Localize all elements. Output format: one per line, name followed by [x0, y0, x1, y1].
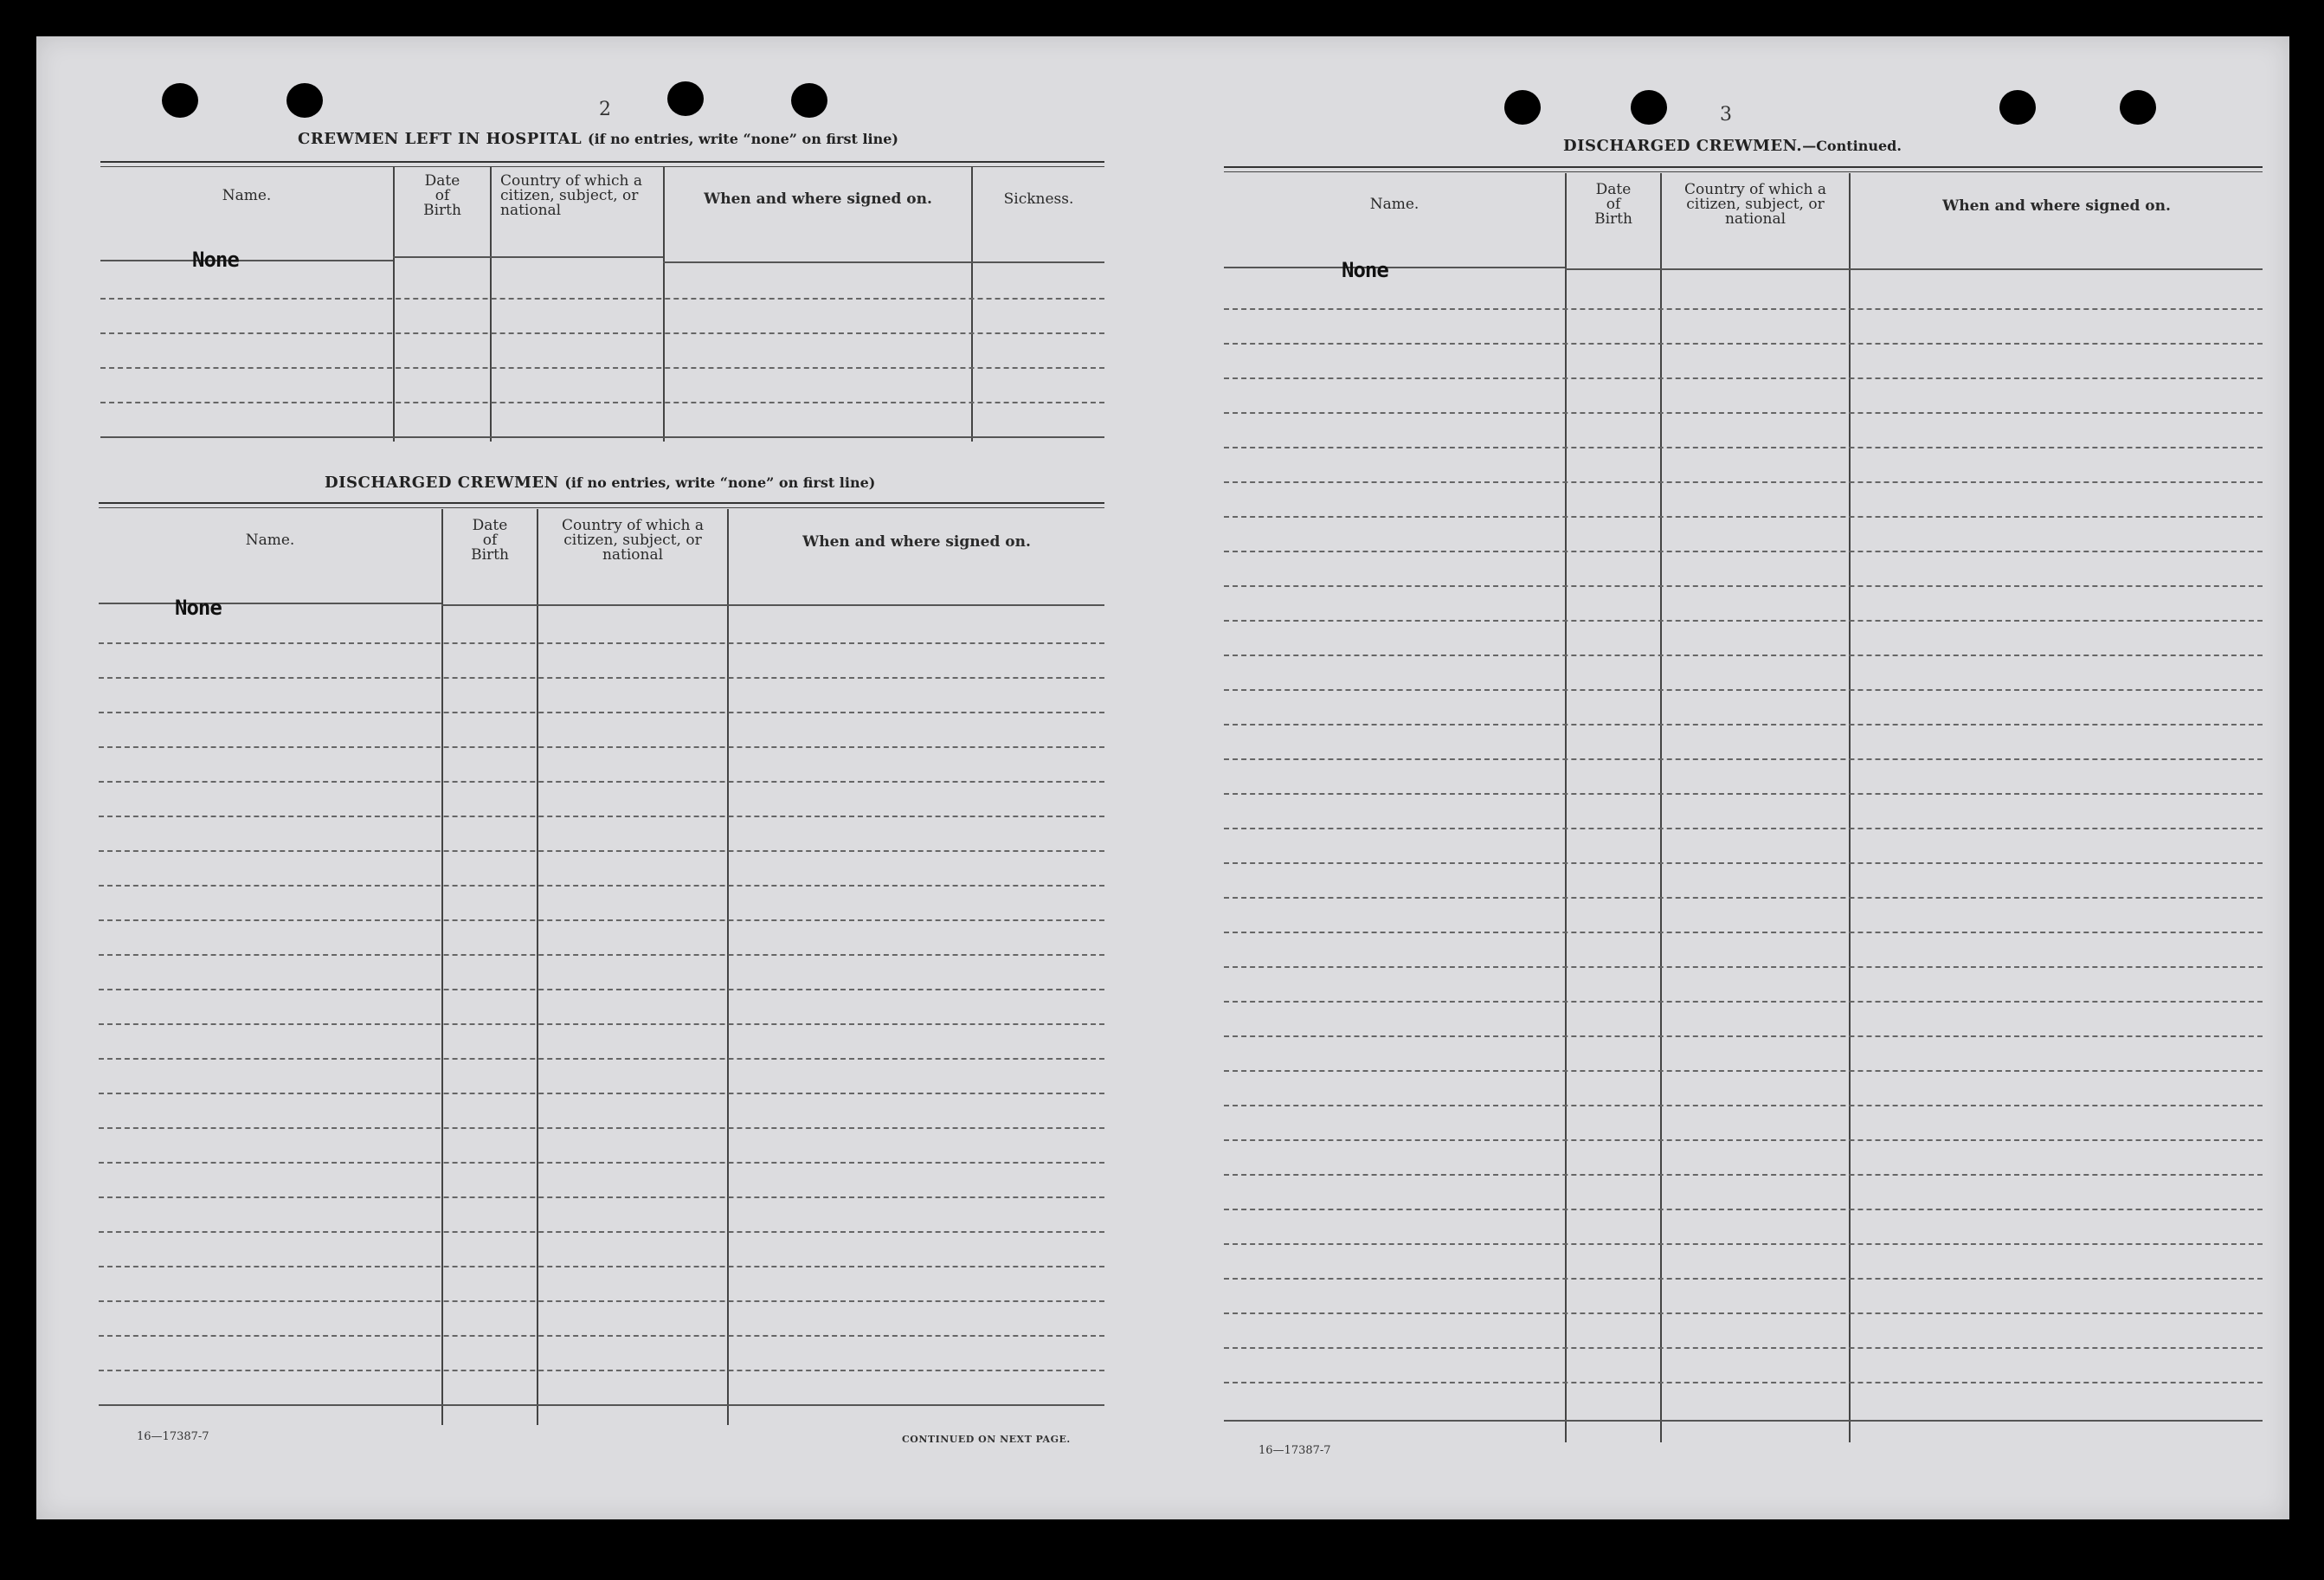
col-header-country: Country of which a citizen, subject, or national [500, 171, 642, 219]
header-underline [441, 604, 1104, 606]
entry-row-line [1224, 1139, 2263, 1141]
discharged-table [99, 509, 1104, 1425]
entry-row-line [1224, 1382, 2263, 1383]
discharged-entry-none: None [175, 596, 222, 620]
col-header-signed: When and where signed on. [1942, 197, 2171, 215]
entry-row-line [1224, 1347, 2263, 1349]
entry-row-line [1224, 447, 2263, 448]
column-divider [971, 166, 973, 442]
page-number-left: 2 [599, 99, 611, 120]
entry-row-line [1224, 1278, 2263, 1280]
column-divider [1565, 173, 1567, 1442]
col-header-dob: Date of Birth [423, 171, 461, 219]
document-sheet [36, 36, 2289, 1519]
entry-row-line [1224, 1001, 2263, 1003]
hospital-title-text: CREWMEN LEFT IN HOSPITAL [298, 130, 583, 148]
col-header-name: Name. [1369, 195, 1420, 213]
entry-row-line [99, 989, 1104, 990]
entry-row-line [1224, 585, 2263, 587]
header-underline [663, 261, 1104, 263]
entry-row-line [1224, 343, 2263, 345]
hospital-table [100, 166, 1104, 442]
punch-hole [791, 83, 827, 118]
header-underline [1224, 267, 1565, 268]
entry-row-line [1224, 551, 2263, 552]
column-divider [1849, 173, 1851, 1442]
punch-hole [1504, 90, 1541, 125]
entry-row-line [1224, 655, 2263, 656]
entry-row-line [1224, 1035, 2263, 1037]
entry-row-line [99, 850, 1104, 852]
entry-row-line [1224, 308, 2263, 310]
header-underline [393, 256, 663, 258]
entry-row-line [100, 367, 1104, 369]
punch-hole [1631, 90, 1667, 125]
entry-row-line [1224, 1243, 2263, 1245]
entry-row-line [99, 677, 1104, 679]
entry-row-line [99, 816, 1104, 817]
column-divider [1660, 173, 1662, 1442]
column-divider [663, 166, 665, 442]
entry-row-line [1224, 758, 2263, 760]
hospital-entry-none: None [192, 248, 239, 272]
col-header-signed: When and where signed on. [704, 190, 932, 208]
column-divider [393, 166, 395, 442]
entry-row-line [99, 746, 1104, 748]
entry-row-line [99, 1266, 1104, 1267]
entry-row-line [1224, 377, 2263, 379]
page-number-right: 3 [1720, 104, 1732, 126]
header-underline [99, 603, 441, 604]
col-header-sickness: Sickness. [1003, 190, 1074, 208]
punch-hole [667, 81, 704, 116]
entry-row-line [1224, 1174, 2263, 1176]
discharged-title-note: (if no entries, write “none” on first line) [564, 474, 876, 491]
entry-row-line [99, 1162, 1104, 1164]
hospital-title-note: (if no entries, write “none” on first line) [588, 131, 898, 147]
column-divider [537, 509, 538, 1425]
header-underline [1565, 268, 2263, 270]
entry-row-line [99, 954, 1104, 956]
entry-row-line [100, 298, 1104, 300]
col-header-country: Country of which a citizen, subject, or national [1684, 180, 1826, 228]
column-divider [441, 509, 443, 1425]
hospital-section-title [298, 130, 898, 148]
discharged-continued-text: DISCHARGED CREWMEN. [1563, 137, 1803, 155]
entry-row-line [99, 781, 1104, 783]
entry-row-line [1224, 516, 2263, 518]
entry-row-line [99, 1093, 1104, 1094]
entry-row-line [99, 642, 1104, 644]
header-underline [100, 260, 393, 261]
form-code-right: 16—17387-7 [1259, 1444, 1331, 1457]
entry-row-line [1224, 862, 2263, 864]
table-bottom-line [1224, 1420, 2263, 1422]
continued-note: CONTINUED ON NEXT PAGE. [902, 1434, 1071, 1445]
column-divider [727, 509, 729, 1425]
table-bottom-line [100, 436, 1104, 438]
col-header-name: Name. [222, 186, 272, 204]
entry-row-line [100, 402, 1104, 403]
entry-row-line [1224, 724, 2263, 726]
discharged-continued-title [1563, 137, 1902, 155]
entry-row-line [99, 919, 1104, 921]
discharged-top-rule [99, 502, 1104, 504]
entry-row-line [99, 1127, 1104, 1129]
entry-row-line [99, 1196, 1104, 1198]
entry-row-line [99, 1231, 1104, 1233]
discharged-continued-entry-none: None [1342, 258, 1388, 282]
entry-row-line [99, 1300, 1104, 1302]
punch-hole [1999, 90, 2036, 125]
entry-row-line [1224, 966, 2263, 968]
entry-row-line [1224, 1070, 2263, 1072]
form-code-left: 16—17387-7 [137, 1430, 209, 1443]
discharged-section-title [325, 474, 875, 492]
entry-row-line [99, 1335, 1104, 1337]
entry-row-line [100, 332, 1104, 334]
entry-row-line [1224, 1209, 2263, 1210]
col-header-country: Country of which a citizen, subject, or national [562, 516, 704, 564]
col-header-name: Name. [245, 531, 295, 549]
entry-row-line [1224, 828, 2263, 829]
right-top-rule [1224, 166, 2263, 168]
entry-row-line [1224, 481, 2263, 483]
col-header-dob: Date of Birth [1594, 180, 1632, 228]
entry-row-line [99, 1058, 1104, 1060]
entry-row-line [1224, 932, 2263, 933]
punch-hole [286, 83, 323, 118]
entry-row-line [99, 885, 1104, 887]
col-header-signed: When and where signed on. [802, 532, 1031, 551]
entry-row-line [99, 1023, 1104, 1025]
entry-row-line [1224, 620, 2263, 622]
entry-row-line [1224, 689, 2263, 691]
discharged-continued-table [1224, 173, 2263, 1442]
entry-row-line [1224, 1312, 2263, 1314]
entry-row-line [1224, 793, 2263, 795]
table-bottom-line [99, 1404, 1104, 1406]
entry-row-line [99, 1370, 1104, 1371]
discharged-title-text: DISCHARGED CREWMEN [325, 474, 559, 492]
hospital-top-rule [100, 161, 1104, 163]
punch-hole [2120, 90, 2156, 125]
entry-row-line [1224, 897, 2263, 899]
discharged-continued-suffix: —Continued. [1802, 138, 1902, 154]
punch-hole [162, 83, 198, 118]
entry-row-line [99, 712, 1104, 713]
entry-row-line [1224, 1105, 2263, 1106]
entry-row-line [1224, 412, 2263, 414]
col-header-dob: Date of Birth [471, 516, 509, 564]
column-divider [490, 166, 492, 442]
